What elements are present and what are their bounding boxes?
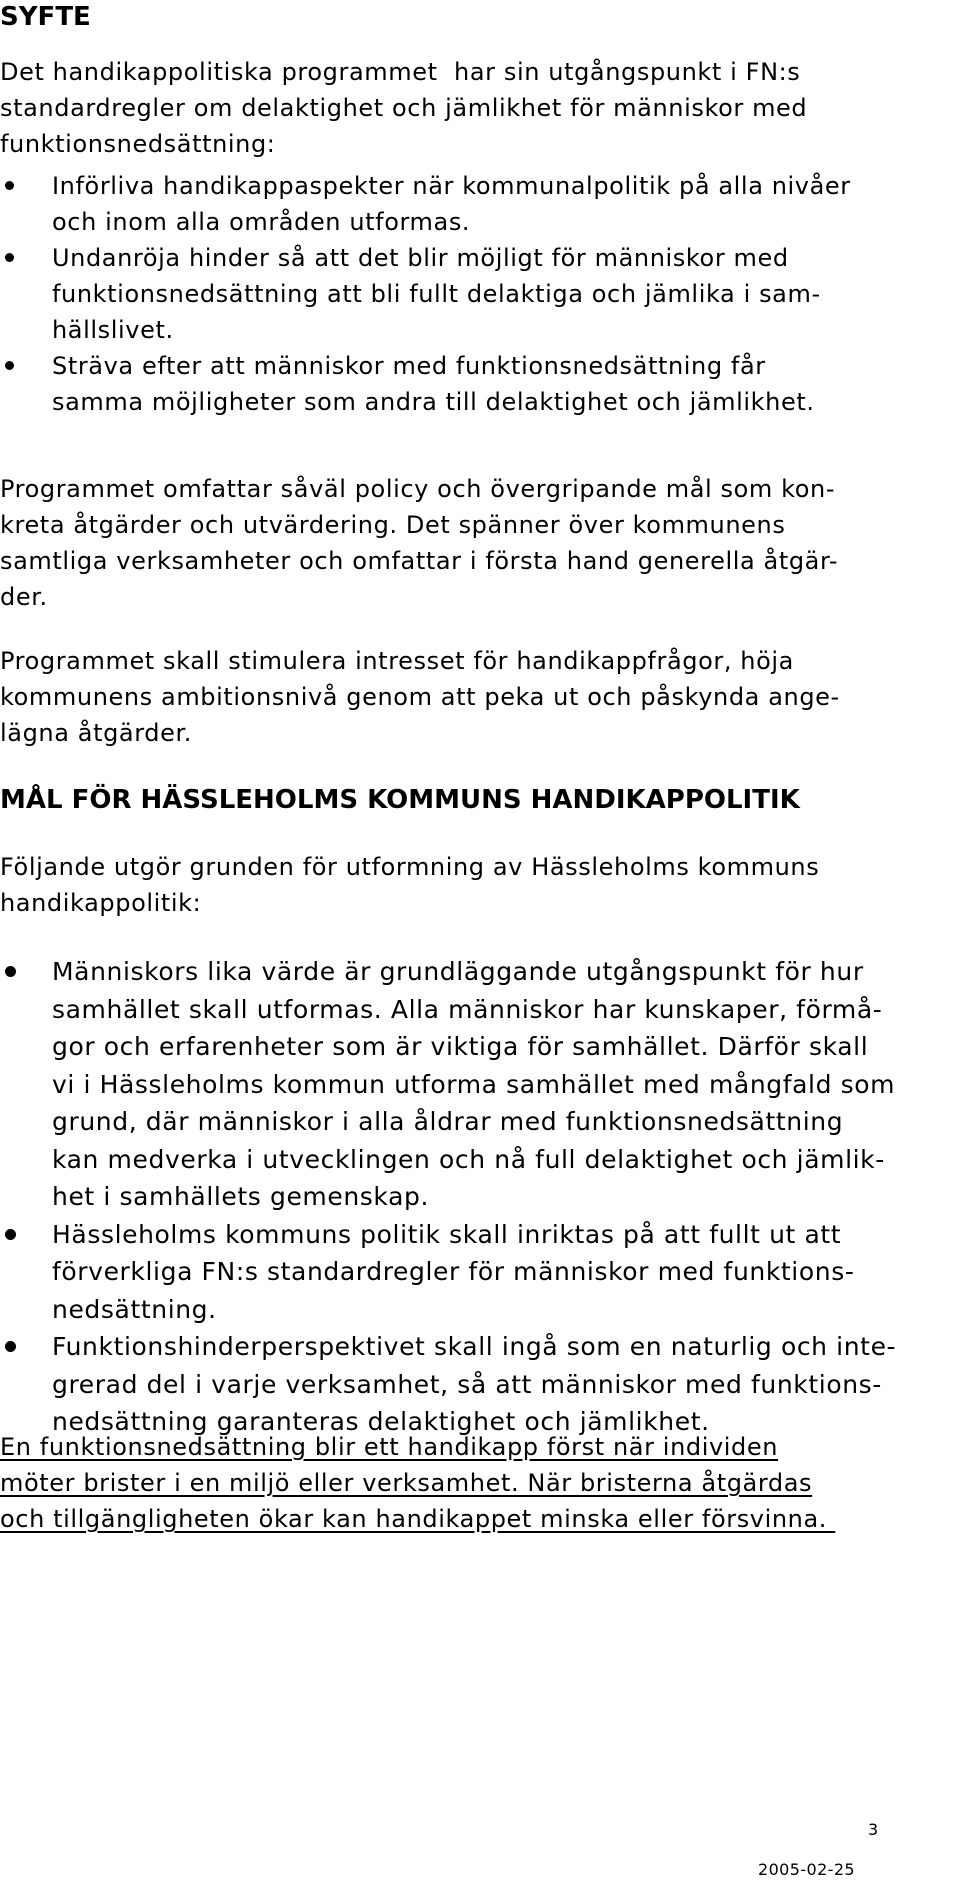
text-line: En funktionsnedsättning blir ett handikapp först när individen xyxy=(0,1433,779,1461)
bullet-icon xyxy=(5,361,14,370)
list-item xyxy=(0,168,851,240)
text-line: vi i Hässleholms kommun utforma samhället med mångfald som xyxy=(52,1069,896,1099)
text-line: och tillgängligheten ökar kan handikappet minska eller försvinna. xyxy=(0,1505,836,1533)
text-line: grund, där människor i alla åldrar med funktionsnedsättning xyxy=(52,1107,844,1136)
text-line: Människors lika värde är grundläggande utgångspunkt för hur xyxy=(52,957,864,986)
bullet-icon xyxy=(5,966,16,977)
text-line: kommunens ambitionsnivå genom att peka ut och påskynda ange- xyxy=(0,683,840,711)
text-line: Införliva handikappaspekter när kommunalpolitik på alla nivåer xyxy=(52,172,851,200)
list-item xyxy=(0,1328,896,1441)
text-line: nedsättning. xyxy=(52,1294,217,1324)
text-line: samtliga verksamheter och omfattar i första hand generella åtgär- xyxy=(0,547,839,575)
text-line: samma möjligheter som andra till delaktighet och jämlikhet. xyxy=(52,388,815,416)
text-line: samhället skall utformas. Alla människor har kunskaper, förmå- xyxy=(52,994,883,1024)
text-line: handikappolitik: xyxy=(0,889,202,917)
text-line: och inom alla områden utformas. xyxy=(52,208,471,236)
heading-syfte: SYFTE xyxy=(0,2,91,32)
text-line: lägna åtgärder. xyxy=(0,719,192,747)
text-line: Följande utgör grunden för utformning av Hässleholms kommuns xyxy=(0,853,820,881)
bullet-icon xyxy=(5,1341,16,1352)
text-line: nedsättning garanteras delaktighet och jämlikhet. xyxy=(52,1407,710,1436)
text-line: Det handikappolitiska programmet har sin utgångspunkt i FN:s xyxy=(0,58,801,86)
syfte-intro-paragraph xyxy=(0,54,940,162)
text-line: Undanröja hinder så att det blir möjligt för människor med xyxy=(52,244,789,272)
mal-intro-paragraph xyxy=(0,849,940,921)
syfte-ambition-paragraph xyxy=(0,643,940,751)
text-line: funktionsnedsättning att bli fullt delaktiga och jämlika i sam- xyxy=(52,280,821,308)
bullet-icon xyxy=(5,1229,16,1240)
text-line: Hässleholms kommuns politik skall inriktas på att fullt ut att xyxy=(52,1219,842,1249)
text-line: der. xyxy=(0,583,48,611)
page-number: 3 xyxy=(868,1820,879,1839)
text-line: hällslivet. xyxy=(52,316,174,344)
text-line: Funktionshinderperspektivet skall ingå som en naturlig och inte- xyxy=(52,1332,897,1361)
text-line: grerad del i varje verksamhet, så att människor med funktions- xyxy=(52,1369,882,1399)
text-line: gor och erfarenheter som är viktiga för samhället. Därför skall xyxy=(52,1032,869,1061)
heading-mal: MÅL FÖR HÄSSLEHOLMS KOMMUNS HANDIKAPPOLITIK xyxy=(0,785,800,815)
list-item xyxy=(0,348,851,420)
text-line: Programmet skall stimulera intresset för handikappfrågor, höja xyxy=(0,647,794,675)
mal-bullet-list xyxy=(0,953,896,1441)
list-item xyxy=(0,240,851,348)
text-line: förverkliga FN:s standardregler för människor med funktions- xyxy=(52,1257,855,1286)
document-date: 2005-02-25 xyxy=(758,1860,855,1879)
bullet-icon xyxy=(5,253,14,262)
list-item xyxy=(0,953,896,1216)
syfte-scope-paragraph xyxy=(0,471,940,615)
text-line: kreta åtgärder och utvärdering. Det spänner över kommunens xyxy=(0,511,786,539)
syfte-bullet-list xyxy=(0,168,851,420)
text-line: Sträva efter att människor med funktionsnedsättning får xyxy=(52,352,766,380)
text-line: het i samhällets gemenskap. xyxy=(52,1182,430,1211)
bullet-icon xyxy=(5,181,14,190)
text-line: möter brister i en miljö eller verksamhet. När bristerna åtgärdas xyxy=(0,1469,813,1497)
handicap-definition-paragraph xyxy=(0,1429,940,1537)
text-line: Programmet omfattar såväl policy och övergripande mål som kon- xyxy=(0,475,836,503)
text-line: kan medverka i utvecklingen och nå full delaktighet och jämlik- xyxy=(52,1144,885,1174)
text-line: standardregler om delaktighet och jämlikhet för människor med xyxy=(0,94,808,122)
text-line: funktionsnedsättning: xyxy=(0,130,276,158)
list-item xyxy=(0,1216,896,1329)
